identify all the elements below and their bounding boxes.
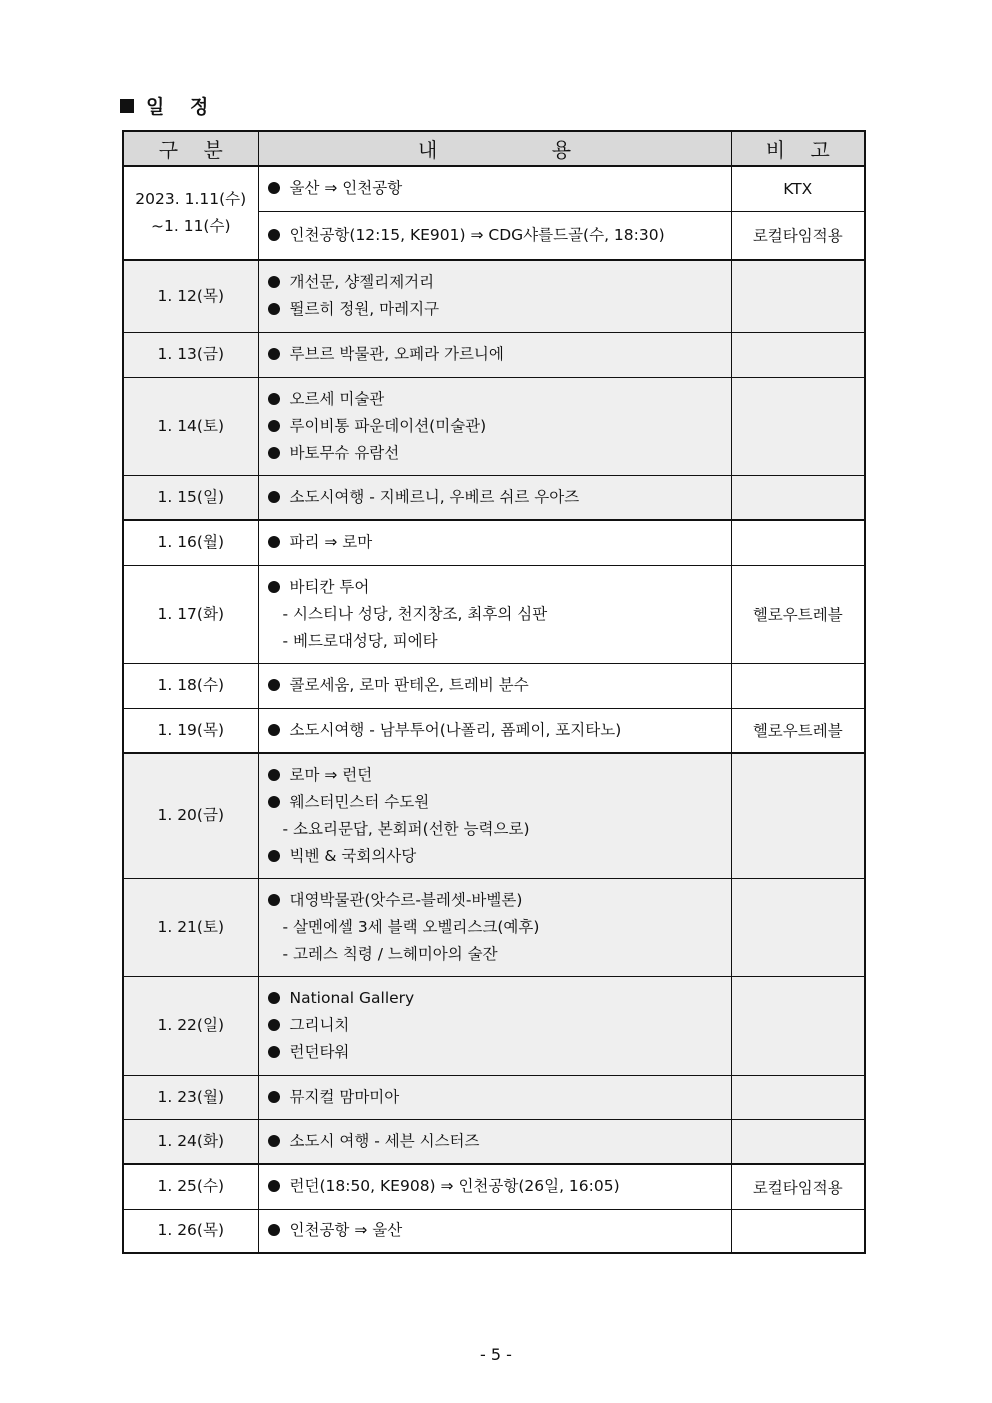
bullet-icon bbox=[268, 229, 280, 241]
bullet-icon bbox=[268, 992, 280, 1004]
note-cell: 로컬타임적용 bbox=[731, 1164, 865, 1209]
content-cell bbox=[258, 520, 731, 565]
date-cell: 1. 16(월) bbox=[123, 520, 258, 565]
table-row bbox=[123, 260, 865, 332]
note-cell bbox=[731, 520, 865, 565]
content-cell bbox=[258, 377, 731, 475]
item-text: 인천공항 ⇒ 울산 bbox=[289, 1221, 403, 1240]
sub-item bbox=[268, 914, 731, 941]
item-text: - 살멘에셀 3세 블랙 오벨리스크(예후) bbox=[282, 917, 540, 936]
item-text: 런던타워 bbox=[289, 1043, 350, 1061]
date-cell: 1. 17(화) bbox=[123, 565, 258, 663]
item-text: 소도시 여행 - 세븐 시스터즈 bbox=[289, 1131, 480, 1150]
content-cell bbox=[258, 332, 731, 377]
bullet-icon bbox=[268, 182, 280, 194]
note-cell bbox=[731, 475, 865, 520]
table-row bbox=[123, 1164, 865, 1209]
bullet-item bbox=[268, 574, 731, 601]
item-text: 대영박물관(앗수르-블레셋-바벨론) bbox=[289, 890, 523, 909]
bullet-item bbox=[268, 985, 731, 1012]
bullet-item bbox=[268, 1217, 731, 1244]
header-content: 내 용 bbox=[258, 131, 731, 166]
bullet-item bbox=[268, 222, 731, 249]
item-text: - 베드로대성당, 피에타 bbox=[282, 631, 438, 650]
bullet-item bbox=[268, 1128, 731, 1155]
table-row bbox=[123, 1075, 865, 1119]
item-text: - 고레스 칙령 / 느헤미아의 술잔 bbox=[282, 944, 498, 963]
item-text: 콜로세움, 로마 판테온, 트레비 분수 bbox=[289, 676, 529, 694]
bullet-icon bbox=[268, 348, 280, 360]
item-text: 파리 ⇒ 로마 bbox=[289, 533, 373, 552]
section-heading bbox=[120, 92, 218, 119]
note-cell bbox=[731, 1075, 865, 1119]
item-text: 소도시여행 - 지베르니, 우베르 쉬르 우아즈 bbox=[289, 487, 580, 506]
table-row bbox=[123, 475, 865, 520]
schedule-table bbox=[122, 130, 866, 1254]
bullet-item bbox=[268, 762, 731, 789]
bullet-item bbox=[268, 843, 731, 870]
bullet-icon bbox=[268, 1019, 280, 1031]
content-cell bbox=[258, 976, 731, 1075]
content-cell bbox=[258, 475, 731, 520]
note-cell: 로컬타임적용 bbox=[731, 211, 865, 260]
note-cell bbox=[731, 260, 865, 332]
bullet-item bbox=[268, 1012, 731, 1039]
bullet-icon bbox=[268, 581, 280, 593]
sub-item bbox=[268, 816, 731, 843]
bullet-icon bbox=[268, 1091, 280, 1103]
bullet-icon bbox=[268, 769, 280, 781]
content-cell bbox=[258, 663, 731, 708]
date-cell: 1. 23(월) bbox=[123, 1075, 258, 1119]
item-text: 뮤지컬 맘마미아 bbox=[289, 1087, 400, 1106]
sub-item bbox=[268, 628, 731, 655]
content-cell bbox=[258, 878, 731, 976]
table-row bbox=[123, 1209, 865, 1253]
bullet-item bbox=[268, 484, 731, 511]
date-cell: 1. 13(금) bbox=[123, 332, 258, 377]
table-row bbox=[123, 878, 865, 976]
bullet-icon bbox=[268, 491, 280, 503]
note-cell bbox=[731, 878, 865, 976]
item-text: 뛸르히 정원, 마레지구 bbox=[289, 300, 440, 319]
bullet-item bbox=[268, 296, 731, 323]
item-text: - 시스티나 성당, 천지창조, 최후의 심판 bbox=[282, 604, 548, 623]
page-number: - 5 - bbox=[480, 1345, 512, 1364]
note-cell bbox=[731, 753, 865, 878]
bullet-item bbox=[268, 386, 731, 413]
date-cell: 1. 21(토) bbox=[123, 878, 258, 976]
heading-text: 일 정 bbox=[146, 96, 218, 118]
content-cell bbox=[258, 260, 731, 332]
bullet-item bbox=[268, 1039, 731, 1066]
item-text: National Gallery bbox=[289, 989, 415, 1007]
header-date: 구 분 bbox=[123, 131, 258, 166]
item-text: - 소요리문답, 본회퍼(선한 능력으로) bbox=[282, 819, 530, 838]
bullet-item bbox=[268, 529, 731, 556]
table-row bbox=[123, 1119, 865, 1164]
content-cell bbox=[258, 1164, 731, 1209]
bullet-item bbox=[268, 1084, 731, 1111]
bullet-item bbox=[268, 1173, 731, 1200]
date-cell: 1. 15(일) bbox=[123, 475, 258, 520]
content-cell bbox=[258, 1075, 731, 1119]
table-row bbox=[123, 166, 865, 211]
sub-item bbox=[268, 941, 731, 968]
content-cell bbox=[258, 166, 731, 211]
sub-item bbox=[268, 601, 731, 628]
item-text: 소도시여행 - 남부투어(나폴리, 폼페이, 포지타노) bbox=[289, 720, 622, 739]
bullet-icon bbox=[268, 393, 280, 405]
date-cell: 1. 26(목) bbox=[123, 1209, 258, 1253]
note-cell: 헬로우트레블 bbox=[731, 708, 865, 753]
content-cell bbox=[258, 708, 731, 753]
date-cell: 1. 12(목) bbox=[123, 260, 258, 332]
date-cell: 1. 14(토) bbox=[123, 377, 258, 475]
table-row bbox=[123, 332, 865, 377]
item-text: 그리니치 bbox=[289, 1016, 350, 1034]
bullet-icon bbox=[268, 1046, 280, 1058]
item-text: 로마 ⇒ 런던 bbox=[289, 765, 373, 784]
bullet-item bbox=[268, 672, 731, 699]
table-row bbox=[123, 520, 865, 565]
bullet-item bbox=[268, 269, 731, 296]
content-cell bbox=[258, 211, 731, 260]
table-row bbox=[123, 565, 865, 663]
item-text: 런던(18:50, KE908) ⇒ 인천공항(26일, 16:05) bbox=[289, 1177, 620, 1196]
content-cell bbox=[258, 753, 731, 878]
bullet-icon bbox=[268, 447, 280, 459]
table-row bbox=[123, 708, 865, 753]
date-cell: 1. 19(목) bbox=[123, 708, 258, 753]
bullet-icon bbox=[268, 724, 280, 736]
table-row bbox=[123, 976, 865, 1075]
bullet-icon bbox=[268, 1135, 280, 1147]
bullet-icon bbox=[268, 303, 280, 315]
table-header-row bbox=[123, 131, 865, 166]
item-text: 루브르 박물관, 오페라 가르니에 bbox=[289, 345, 504, 363]
bullet-icon bbox=[268, 850, 280, 862]
note-cell bbox=[731, 332, 865, 377]
bullet-item bbox=[268, 789, 731, 816]
bullet-icon bbox=[268, 276, 280, 288]
content-cell bbox=[258, 1119, 731, 1164]
date-cell: 1. 18(수) bbox=[123, 663, 258, 708]
bullet-item bbox=[268, 341, 731, 368]
bullet-icon bbox=[268, 1224, 280, 1236]
item-text: 개선문, 샹젤리제거리 bbox=[289, 273, 435, 292]
bullet-item bbox=[268, 440, 731, 467]
bullet-icon bbox=[268, 420, 280, 432]
bullet-icon bbox=[268, 796, 280, 808]
note-cell: KTX bbox=[731, 166, 865, 211]
note-cell bbox=[731, 976, 865, 1075]
table-row bbox=[123, 753, 865, 878]
item-text: 바토무슈 유람선 bbox=[289, 443, 400, 462]
bullet-item bbox=[268, 413, 731, 440]
item-text: 바티칸 투어 bbox=[289, 577, 370, 596]
item-text: 빅벤 & 국회의사당 bbox=[289, 846, 417, 865]
bullet-icon bbox=[268, 894, 280, 906]
content-cell bbox=[258, 565, 731, 663]
bullet-item bbox=[268, 717, 731, 744]
item-text: 웨스터민스터 수도원 bbox=[289, 792, 430, 811]
item-text: 루이비통 파운데이션(미술관) bbox=[289, 416, 487, 435]
header-note: 비 고 bbox=[731, 131, 865, 166]
bullet-icon bbox=[268, 1180, 280, 1192]
bullet-item bbox=[268, 175, 731, 202]
table-row bbox=[123, 377, 865, 475]
item-text: 인천공항(12:15, KE901) ⇒ CDG샤를드골(수, 18:30) bbox=[289, 225, 665, 244]
date-cell: 1. 22(일) bbox=[123, 976, 258, 1075]
square-bullet-icon bbox=[120, 99, 134, 113]
bullet-item bbox=[268, 887, 731, 914]
note-cell bbox=[731, 663, 865, 708]
note-cell: 헬로우트레블 bbox=[731, 565, 865, 663]
item-text: 오르세 미술관 bbox=[289, 389, 385, 408]
bullet-icon bbox=[268, 536, 280, 548]
table-row bbox=[123, 663, 865, 708]
note-cell bbox=[731, 1209, 865, 1253]
item-text: 울산 ⇒ 인천공항 bbox=[289, 179, 403, 198]
bullet-icon bbox=[268, 679, 280, 691]
date-cell: 2023. 1.11(수) ~1. 11(수) bbox=[123, 166, 258, 260]
note-cell bbox=[731, 377, 865, 475]
note-cell bbox=[731, 1119, 865, 1164]
date-cell: 1. 24(화) bbox=[123, 1119, 258, 1164]
date-cell: 1. 25(수) bbox=[123, 1164, 258, 1209]
content-cell bbox=[258, 1209, 731, 1253]
date-cell: 1. 20(금) bbox=[123, 753, 258, 878]
